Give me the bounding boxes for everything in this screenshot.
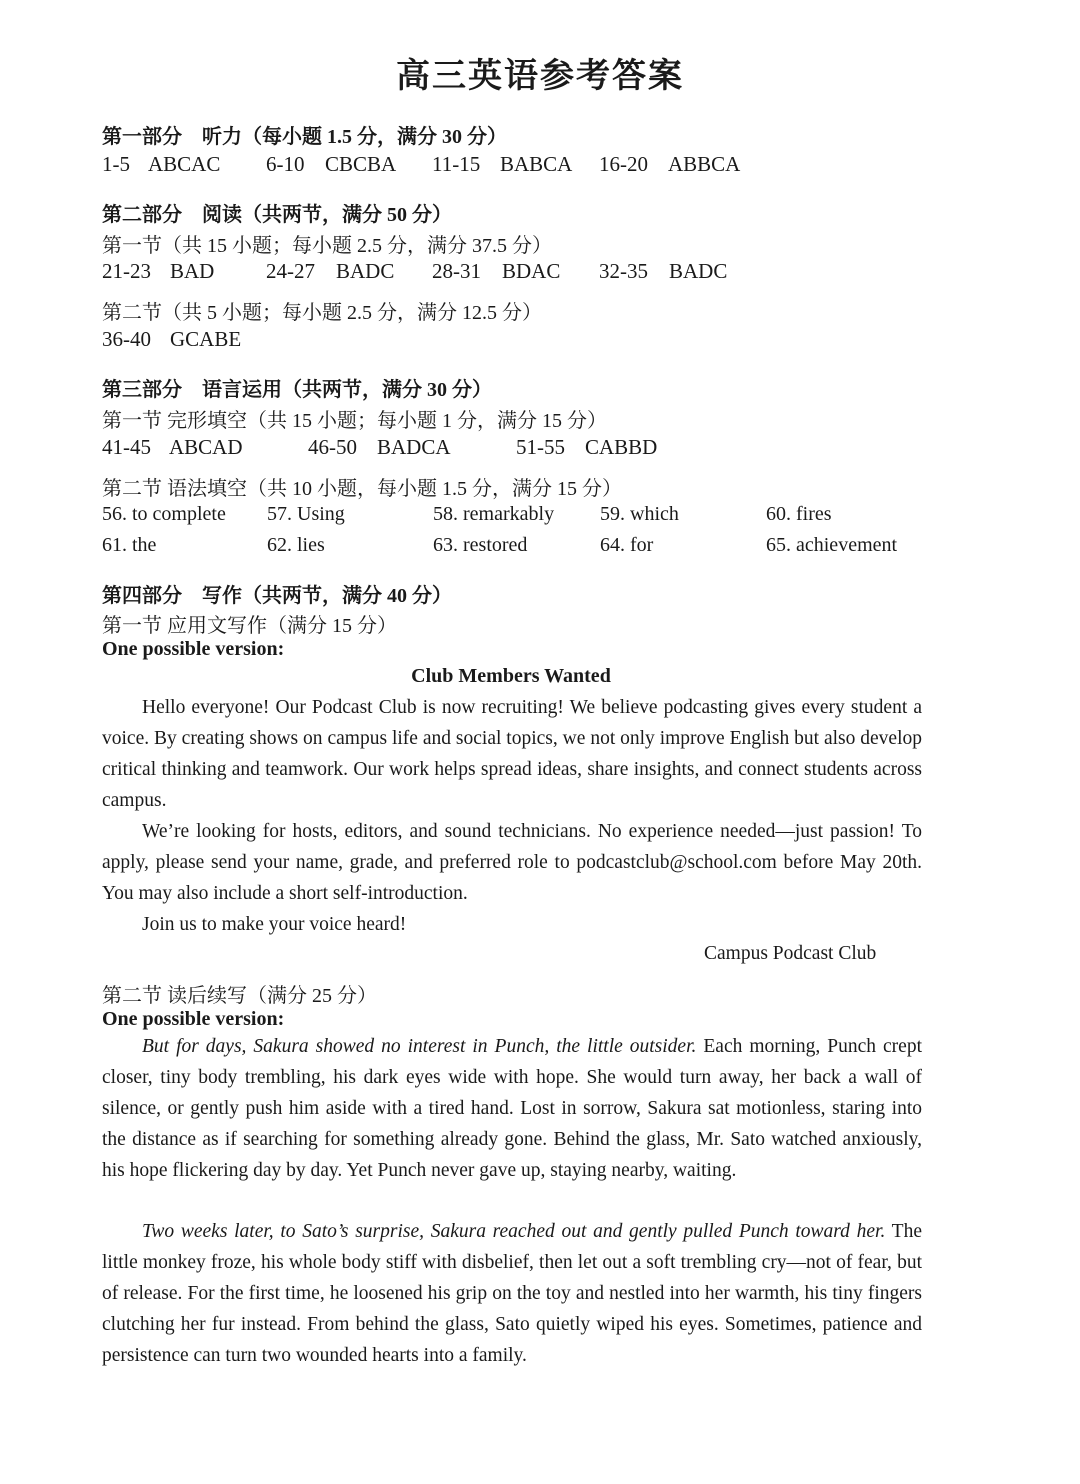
part3-heading: 第三部分 语言运用（共两节，满分 30 分） bbox=[102, 379, 492, 401]
answer-range: 32-35 bbox=[599, 259, 648, 283]
answer-range: 51-55 bbox=[516, 435, 565, 459]
letter-paragraph-2: We’re looking for hosts, editors, and sound technicians. No experience needed—just passion! To apply, please send your name, grade, and preferred role to podcastclub@school.com before May 20th. You may also include a short self-introduction. bbox=[102, 821, 922, 904]
answer-letters: BDAC bbox=[502, 259, 561, 283]
answer-letters: BADCA bbox=[377, 435, 451, 459]
grammar-answer-row-1 bbox=[0, 503, 1080, 533]
sec1-version-label: One possible version: bbox=[102, 638, 285, 660]
answer-letters: CBCBA bbox=[325, 152, 397, 176]
answer-range: 46-50 bbox=[308, 435, 357, 459]
part2-sec2-heading: 第二节（共 5 小题；每小题 2.5 分，满分 12.5 分） bbox=[102, 302, 542, 324]
story-p2-opening: Two weeks later, to Sato’s surprise, Sakura reached out and gently pulled Punch toward her. bbox=[142, 1221, 886, 1242]
grammar-answer: 62. lies bbox=[267, 534, 325, 556]
answer-range: 21-23 bbox=[102, 259, 151, 283]
story-p1-opening: But for days, Sakura showed no interest in Punch, the little outsider. bbox=[142, 1036, 697, 1057]
grammar-answer: 60. fires bbox=[766, 503, 832, 525]
letter-signoff: Campus Podcast Club bbox=[704, 943, 877, 964]
part2-heading: 第二部分 阅读（共两节，满分 50 分） bbox=[102, 204, 452, 226]
answer-letters: BAD bbox=[170, 259, 215, 283]
answer-letters: BADC bbox=[669, 259, 728, 283]
story-paragraph-2: Two weeks later, to Sato’s surprise, Sakura reached out and gently pulled Punch toward her. The little monkey froze, his whole body stiff with disbelief, then let out a soft trembling cry—not of fear, but of release. For the first time, he loosened his grip on the toy and nestled into her warmth, his tiny fingers clutching her fur instead. From behind the glass, Sato quietly wiped his eyes. Sometimes, patience and persistence can turn two wounded hearts into a family. bbox=[102, 1221, 923, 1366]
sec2-version-label: One possible version: bbox=[102, 1008, 285, 1030]
answer-range: 6-10 bbox=[266, 152, 305, 176]
answer-range: 16-20 bbox=[599, 152, 648, 176]
grammar-answer: 58. remarkably bbox=[433, 503, 555, 525]
answer-letters: ABCAC bbox=[148, 152, 221, 176]
answer-letters: CABBD bbox=[585, 435, 658, 459]
answer-letters: ABCAD bbox=[169, 435, 243, 459]
part2-sec2-answer-row bbox=[0, 327, 1080, 357]
part4-heading: 第四部分 写作（共两节，满分 40 分） bbox=[102, 585, 452, 607]
grammar-answer: 56. to complete bbox=[102, 503, 226, 525]
part3-sec1-heading: 第一节 完形填空（共 15 小题；每小题 1 分，满分 15 分） bbox=[102, 410, 607, 432]
answer-range: 36-40 bbox=[102, 327, 151, 351]
grammar-answer: 64. for bbox=[600, 534, 654, 556]
part4-sec1-heading: 第一节 应用文写作（满分 15 分） bbox=[102, 615, 397, 637]
grammar-answer: 57. Using bbox=[267, 503, 345, 525]
letter-title: Club Members Wanted bbox=[411, 665, 611, 687]
part2-sec1-heading: 第一节（共 15 小题；每小题 2.5 分，满分 37.5 分） bbox=[102, 235, 552, 257]
answer-range: 1-5 bbox=[102, 152, 130, 176]
answer-range: 41-45 bbox=[102, 435, 151, 459]
answer-letters: GCABE bbox=[170, 327, 242, 351]
answer-letters: BADC bbox=[336, 259, 395, 283]
grammar-answer: 59. which bbox=[600, 503, 679, 525]
part1-answer-row bbox=[0, 152, 1080, 182]
story-paragraph-1: But for days, Sakura showed no interest in Punch, the little outsider. Each morning, Punch crept closer, tiny body trembling, his dark eyes wide with hope. She would turn away, her back a wall of silence, or gently push him aside with a tired hand. Lost in sorrow, Sakura sat motionless, staring into the distance as if searching for something already gone. Behind the glass, Mr. Sato watched anxiously, his hope flickering day by day. Yet Punch never gave up, staying nearby, waiting. bbox=[102, 1036, 922, 1181]
part4-sec2-heading: 第二节 读后续写（满分 25 分） bbox=[102, 985, 377, 1007]
part3-sec2-heading: 第二节 语法填空（共 10 小题，每小题 1.5 分，满分 15 分） bbox=[102, 478, 622, 500]
letter-paragraph-3: Join us to make your voice heard! bbox=[142, 914, 407, 935]
grammar-answer-row-2 bbox=[0, 534, 1080, 564]
answer-letters: ABBCA bbox=[668, 152, 741, 176]
answer-range: 11-15 bbox=[432, 152, 481, 176]
letter-paragraph-1: Hello everyone! Our Podcast Club is now recruiting! We believe podcasting gives every student a voice. By creating shows on campus life and social topics, we not only improve English but also develop critical thinking and teamwork. Our work helps spread ideas, share insights, and connect students across campus. bbox=[102, 697, 922, 811]
answer-range: 24-27 bbox=[266, 259, 315, 283]
part3-sec1-answer-row bbox=[0, 435, 1080, 465]
part1-heading: 第一部分 听力（每小题 1.5 分，满分 30 分） bbox=[102, 126, 507, 148]
page-title: 高三英语参考答案 bbox=[396, 58, 684, 95]
answer-letters: BABCA bbox=[500, 152, 573, 176]
grammar-answer: 65. achievement bbox=[766, 534, 898, 556]
part2-sec1-answer-row bbox=[0, 259, 1080, 289]
answer-range: 28-31 bbox=[432, 259, 481, 283]
grammar-answer: 63. restored bbox=[433, 534, 528, 556]
grammar-answer: 61. the bbox=[102, 534, 157, 556]
